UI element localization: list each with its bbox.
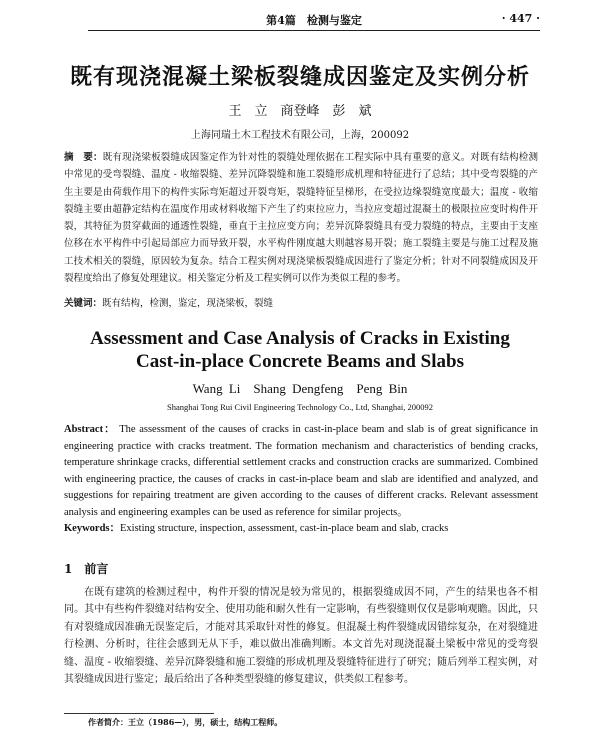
keywords-en-text: Existing structure, inspection, assessment, cast-in-place beam and slab, cracks — [120, 523, 449, 534]
authors-cn: 王 立 商登峰 彭 斌 — [228, 104, 372, 119]
title-cn: 既有现浇混凝土梁板裂缝成因鉴定及实例分析 — [69, 64, 530, 90]
section-title: 前言 — [84, 562, 109, 576]
section-heading — [64, 560, 120, 577]
keywords-en-label: Keywords： — [64, 523, 120, 534]
author-footnote: 作者简介：王立（1986—），男，硕士，结构工程师。 — [88, 717, 283, 727]
affiliation-en: Shanghai Tong Rui Civil Engineering Technology Co., Ltd, Shanghai, 200092 — [167, 402, 433, 412]
page-number: · 447 · — [501, 12, 540, 25]
keywords-cn-label: 关键词： — [64, 298, 103, 309]
abstract-cn-text: 既有现浇梁板裂缝成因鉴定作为针对性的裂缝处理依据在工程实际中具有重要的意义。对既有结构检测中常见的受弯裂缝、温度 - 收缩裂缝、差异沉降裂缝和施工裂缝形成机理和特征进行了总结；其中受弯裂缝的产生主要是由荷载作用下的构件实际弯矩超过开裂弯矩，裂缝特征呈梯形，在受拉边缘裂缝宽度最大；温度 - 收缩裂缝主要由超静定结构在温度作用或材料收缩下产生了约束拉应力，当拉应变超过混凝土的极限拉应变时构件开裂，其特征为贯穿截面的通透性裂缝，垂直于主拉应变方向；差异沉降裂缝具有受力裂缝的特点，主要由于支座位移在水平构件中引起局部应力而导致开裂，水平构件刚度越大则越容易开裂；施工裂缝主要是与施工过程及施工技术相关的裂缝，原因较为复杂。结合工程实例对现浇梁板裂缝成因进行了鉴定分析；针对不同裂缝成因及开裂程度给出了修复处理建议。相关鉴定分析及工程实例可以作为类似工程的参考。 — [64, 152, 538, 285]
keywords-cn — [64, 295, 538, 309]
abstract-cn — [64, 149, 538, 287]
abstract-cn-label: 摘 要： — [64, 152, 103, 163]
section-number: 1 — [64, 562, 73, 576]
affiliation-cn: 上海同瑞土木工程技术有限公司，上海，200092 — [190, 130, 410, 141]
title-en — [40, 327, 560, 373]
abstract-en-text: The assessment of the causes of cracks in cast-in-place beam and slab is of great significance in engineering practice with cracks treatment. The formation mechanism and characteristics of bending cracks, temperature shrinkage cracks, differential settlement cracks and construction cracks are summarized. Combined with engineering practice, the causes of cracks in cast-in-place beam and slab are identified and analyzed, and suggestions for repairing treatment are given according to the causes of different cracks. Relevant assessment analysis and engineering examples can be used as reference for similar projects。 — [64, 424, 538, 518]
running-header — [88, 8, 540, 31]
keywords-cn-text: 既有结构，检测，鉴定，现浇梁板，裂缝 — [102, 298, 274, 309]
running-header-section: 第4篇 检测与鉴定 — [266, 14, 362, 27]
footnote-rule — [64, 713, 214, 714]
section-body: 在既有建筑的检测过程中，构件开裂的情况是较为常见的，根据裂缝成因不同，产生的结果也各不相同。其中有些构件裂缝对结构安全、使用功能和耐久性有一定影响，有些裂缝则仅仅是影响观瞻。因此，只有对裂缝成因准确无误鉴定后，才能对其采取针对性的修复。但混凝土构件裂缝成因错综复杂，在对裂缝进行检测、分析时，往往会感到无从下手，难以做出准确判断。本文首先对现浇混凝土梁板中常见的受弯裂缝、温度 - 收缩裂缝、差异沉降裂缝和施工裂缝的形成机理及裂缝特征进行了研究；随后列举工程实例，对其裂缝成因进行鉴定；最后给出了各种类型裂缝的修复建议，供类似工程参考。 — [64, 587, 538, 686]
keywords-en — [64, 520, 538, 535]
title-en-line-2: Cast-in-place Concrete Beams and Slabs — [136, 351, 464, 372]
abstract-en — [64, 422, 538, 522]
title-en-line-1: Assessment and Case Analysis of Cracks in Existing — [90, 328, 510, 349]
authors-en: Wang Li Shang Dengfeng Peng Bin — [192, 381, 408, 396]
abstract-en-label: Abstract： — [64, 424, 116, 435]
